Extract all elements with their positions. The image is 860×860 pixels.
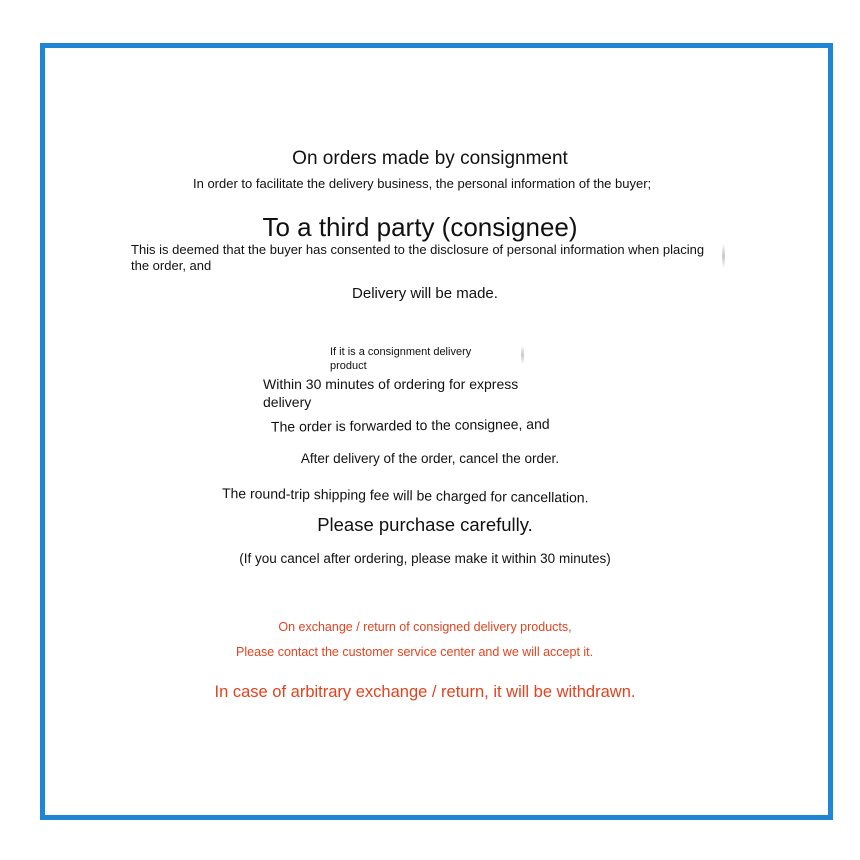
- third-party-heading: To a third party (consignee): [262, 212, 578, 242]
- consignment-product-text: If it is a consignment delivery product: [330, 346, 472, 372]
- consignment-title: On orders made by consignment: [292, 148, 568, 169]
- within-30-minutes-text: Within 30 minutes of ordering for express delivery: [263, 376, 519, 410]
- exchange-return-text: On exchange / return of consigned delivery products,: [278, 620, 572, 634]
- scan-smudge: [521, 346, 524, 364]
- delivery-text: Delivery will be made.: [352, 285, 498, 302]
- withdrawn-warning-text: In case of arbitrary exchange / return, it will be withdrawn.: [214, 683, 636, 701]
- round-trip-fee-text: The round-trip shipping fee will be charged for cancellation.: [221, 485, 589, 506]
- forwarded-text: The order is forwarded to the consignee, and: [270, 415, 550, 435]
- consent-text: This is deemed that the buyer has consented to the disclosure of personal information when placing the order, and: [131, 242, 705, 273]
- after-delivery-text: After delivery of the order, cancel the order.: [300, 451, 560, 466]
- cancel-note-text: (If you cancel after ordering, please make it within 30 minutes): [239, 551, 611, 566]
- contact-service-text: Please contact the customer service center and we will accept it.: [236, 645, 594, 659]
- purchase-carefully-text: Please purchase carefully.: [317, 514, 533, 535]
- scan-smudge: [722, 244, 725, 268]
- intro-text: In order to facilitate the delivery business, the personal information of the buyer;: [193, 176, 652, 191]
